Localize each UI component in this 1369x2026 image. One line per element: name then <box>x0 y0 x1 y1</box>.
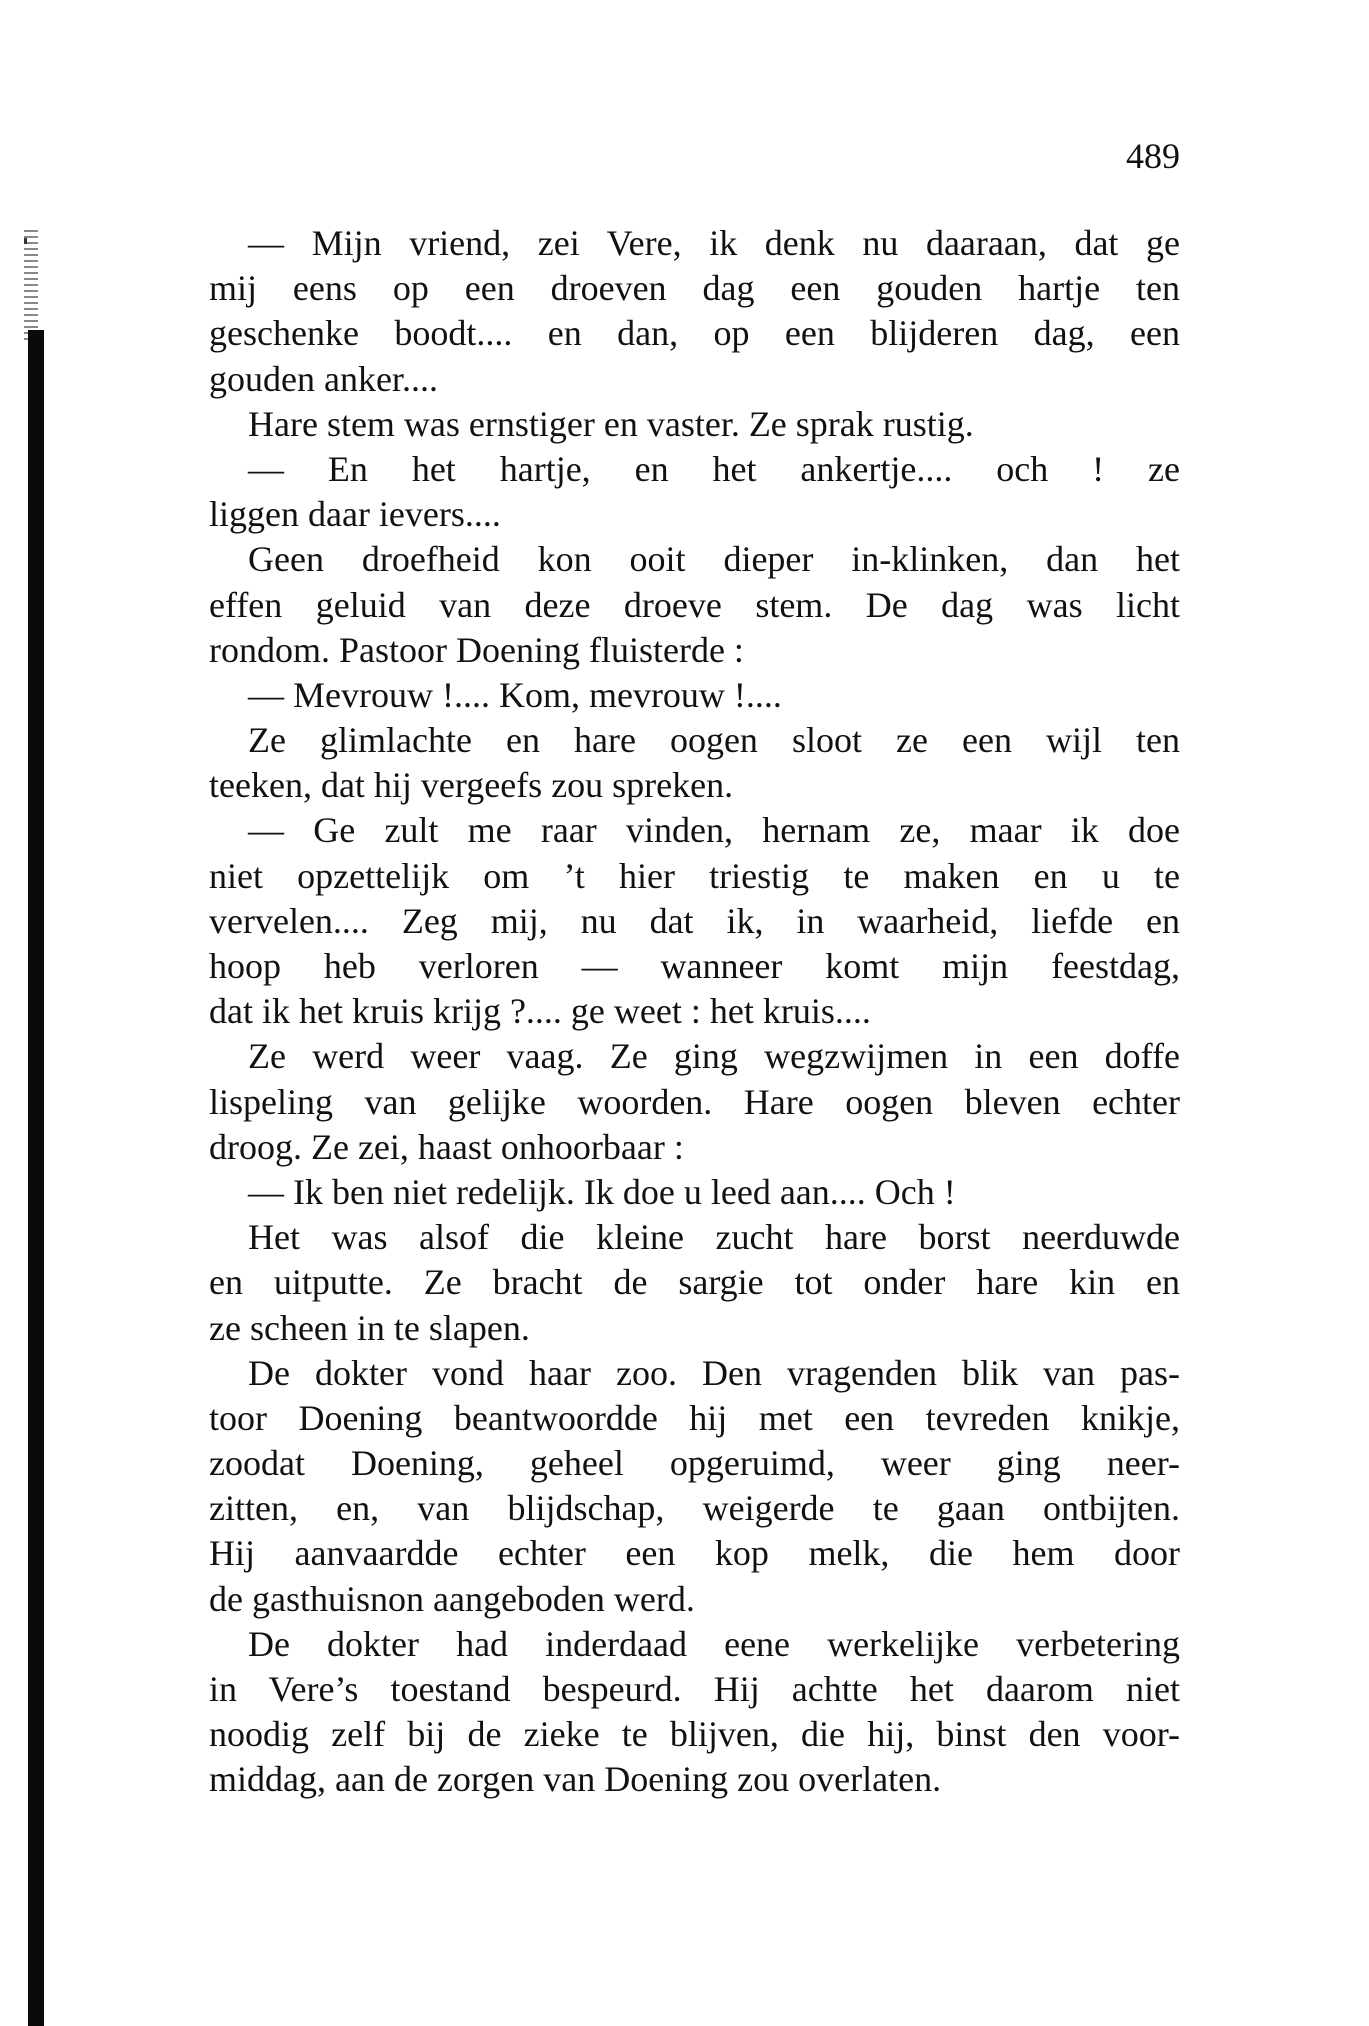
paragraph <box>209 447 1180 537</box>
text-line: dat ik het kruis krijg ?.... ge weet : het kruis.... <box>209 991 871 1032</box>
text-line: — En het hartje, en het ankertje.... och ! ze <box>248 448 1180 489</box>
text-line: Hij aanvaardde echter een kop melk, die hem door <box>209 1533 1180 1574</box>
text-line: Ze glimlachte en hare oogen sloot ze een wijl ten <box>248 720 1180 761</box>
text-line: Ze werd weer vaag. Ze ging wegzwijmen in een doffe <box>248 1036 1180 1077</box>
text-line: — Mevrouw !.... Kom, mevrouw !.... <box>248 674 782 715</box>
text-line: zitten, en, van blijdschap, weigerde te gaan ontbijten. <box>209 1488 1180 1529</box>
text-line: en uitputte. Ze bracht de sargie tot onder hare kin en <box>209 1262 1180 1303</box>
text-line: middag, aan de zorgen van Doening zou overlaten. <box>209 1759 942 1800</box>
paragraph <box>209 718 1180 808</box>
text-line: lispeling van gelijke woorden. Hare oogen bleven echter <box>209 1081 1180 1122</box>
paragraph <box>209 1622 1180 1803</box>
text-line: hoop heb verloren — wanneer komt mijn feestdag, <box>209 946 1180 986</box>
binding-shadow <box>24 230 38 340</box>
paragraph <box>209 537 1180 673</box>
text-line: — Ge zult me raar vinden, hernam ze, maar ik doe <box>248 810 1180 851</box>
text-line: de gasthuisnon aangeboden werd. <box>209 1578 695 1619</box>
scan-speck <box>24 238 27 244</box>
text-line: noodig zelf bij de zieke te blijven, die hij, binst den voor- <box>209 1714 1180 1755</box>
text-line: Geen droefheid kon ooit dieper in-klinken, dan het <box>248 539 1180 580</box>
text-line: Het was alsof die kleine zucht hare borst neerduwde <box>248 1217 1180 1258</box>
text-line: mij eens op een droeven dag een gouden hartje ten <box>209 268 1180 309</box>
text-line: niet opzettelijk om ’t hier triestig te maken en u te <box>209 855 1180 896</box>
text-line: Hare stem was ernstiger en vaster. Ze sprak rustig. <box>248 403 974 444</box>
paragraph <box>209 402 1180 447</box>
paragraph <box>209 221 1180 402</box>
text-line: effen geluid van deze droeve stem. De dag was licht <box>209 584 1180 625</box>
paragraph <box>209 808 1180 1034</box>
text-line: droog. Ze zei, haast onhoorbaar : <box>209 1126 684 1167</box>
text-line: ze scheen in te slapen. <box>209 1307 530 1348</box>
text-line: rondom. Pastoor Doening fluisterde : <box>209 629 744 670</box>
text-line: De dokter vond haar zoo. Den vragenden blik van pas- <box>248 1352 1180 1393</box>
text-line: zoodat Doening, geheel opgeruimd, weer ging neer- <box>209 1443 1180 1484</box>
paragraph <box>209 1351 1180 1622</box>
book-binding-edge <box>28 330 44 2026</box>
paragraph <box>209 1215 1180 1351</box>
text-line: vervelen.... Zeg mij, nu dat ik, in waarheid, liefde en <box>209 900 1180 941</box>
paragraph <box>209 673 1180 718</box>
paragraph <box>209 1170 1180 1215</box>
text-line: toor Doening beantwoordde hij met een tevreden knikje, <box>209 1397 1180 1438</box>
text-line: De dokter had inderdaad eene werkelijke verbetering <box>248 1623 1180 1664</box>
text-line: in Vere’s toestand bespeurd. Hij achtte het daarom niet <box>209 1669 1180 1709</box>
text-line: — Mijn vriend, zei Vere, ik denk nu daaraan, dat ge <box>248 223 1180 263</box>
text-line: teeken, dat hij vergeefs zou spreken. <box>209 765 734 806</box>
page-number: 489 <box>1126 136 1180 176</box>
text-line: geschenke boodt.... en dan, op een blijderen dag, een <box>209 313 1180 354</box>
text-line: — Ik ben niet redelijk. Ik doe u leed aan.... Och ! <box>248 1171 956 1212</box>
text-line: gouden anker.... <box>209 358 438 399</box>
text-line: liggen daar ievers.... <box>209 494 501 535</box>
paragraph <box>209 1034 1180 1170</box>
body-text <box>209 221 1180 1803</box>
